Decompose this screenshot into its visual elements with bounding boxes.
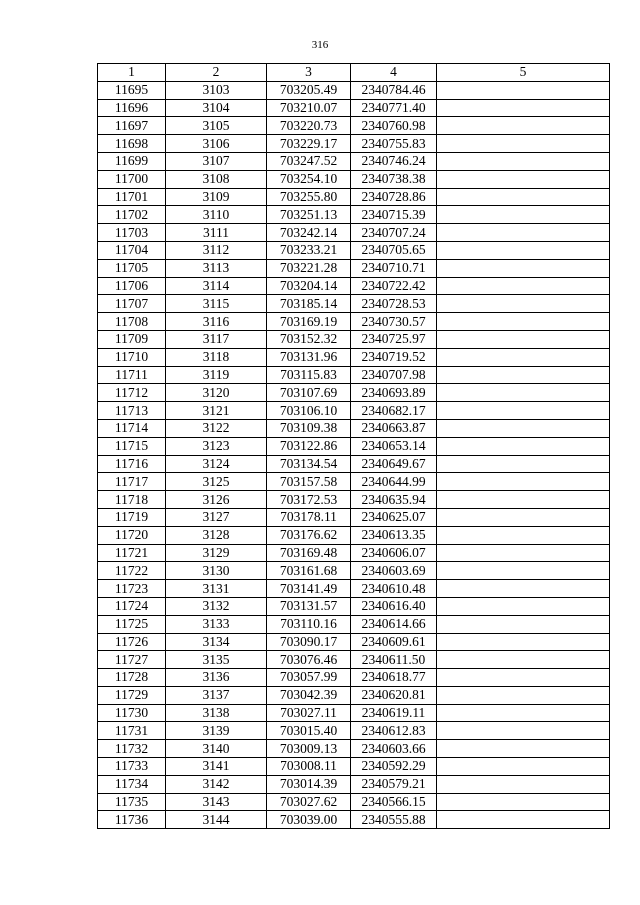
y-coordinate-cell: 2340612.83 bbox=[351, 722, 437, 740]
x-coordinate-cell: 703110.16 bbox=[267, 615, 351, 633]
note-cell bbox=[437, 99, 610, 117]
row-index-cell: 11732 bbox=[98, 740, 166, 758]
table-row bbox=[98, 562, 610, 580]
y-coordinate-cell: 2340728.53 bbox=[351, 295, 437, 313]
y-coordinate-cell: 2340644.99 bbox=[351, 473, 437, 491]
y-coordinate-cell: 2340619.11 bbox=[351, 704, 437, 722]
y-coordinate-cell: 2340616.40 bbox=[351, 597, 437, 615]
note-cell bbox=[437, 241, 610, 259]
point-number-cell: 3134 bbox=[166, 633, 267, 651]
table-row bbox=[98, 580, 610, 598]
point-number-cell: 3138 bbox=[166, 704, 267, 722]
row-index-cell: 11705 bbox=[98, 259, 166, 277]
point-number-cell: 3114 bbox=[166, 277, 267, 295]
table-row bbox=[98, 633, 610, 651]
x-coordinate-cell: 703027.11 bbox=[267, 704, 351, 722]
table-row bbox=[98, 473, 610, 491]
point-number-cell: 3133 bbox=[166, 615, 267, 633]
table-row bbox=[98, 330, 610, 348]
point-number-cell: 3126 bbox=[166, 491, 267, 509]
note-cell bbox=[437, 366, 610, 384]
row-index-cell: 11729 bbox=[98, 686, 166, 704]
y-coordinate-cell: 2340784.46 bbox=[351, 81, 437, 99]
row-index-cell: 11731 bbox=[98, 722, 166, 740]
point-number-cell: 3112 bbox=[166, 241, 267, 259]
y-coordinate-cell: 2340715.39 bbox=[351, 206, 437, 224]
table-row bbox=[98, 277, 610, 295]
x-coordinate-cell: 703157.58 bbox=[267, 473, 351, 491]
table-row bbox=[98, 419, 610, 437]
x-coordinate-cell: 703229.17 bbox=[267, 135, 351, 153]
row-index-cell: 11708 bbox=[98, 313, 166, 331]
y-coordinate-cell: 2340618.77 bbox=[351, 669, 437, 687]
point-number-cell: 3108 bbox=[166, 170, 267, 188]
x-coordinate-cell: 703178.11 bbox=[267, 508, 351, 526]
table-row bbox=[98, 384, 610, 402]
note-cell bbox=[437, 669, 610, 687]
table-row bbox=[98, 99, 610, 117]
note-cell bbox=[437, 455, 610, 473]
note-cell bbox=[437, 758, 610, 776]
y-coordinate-cell: 2340579.21 bbox=[351, 775, 437, 793]
row-index-cell: 11719 bbox=[98, 508, 166, 526]
point-number-cell: 3136 bbox=[166, 669, 267, 687]
y-coordinate-cell: 2340725.97 bbox=[351, 330, 437, 348]
note-cell bbox=[437, 544, 610, 562]
x-coordinate-cell: 703152.32 bbox=[267, 330, 351, 348]
note-cell bbox=[437, 402, 610, 420]
y-coordinate-cell: 2340613.35 bbox=[351, 526, 437, 544]
note-cell bbox=[437, 686, 610, 704]
note-cell bbox=[437, 562, 610, 580]
table-row bbox=[98, 313, 610, 331]
table-row bbox=[98, 402, 610, 420]
y-coordinate-cell: 2340682.17 bbox=[351, 402, 437, 420]
table-row bbox=[98, 455, 610, 473]
table-row bbox=[98, 170, 610, 188]
note-cell bbox=[437, 473, 610, 491]
y-coordinate-cell: 2340610.48 bbox=[351, 580, 437, 598]
y-coordinate-cell: 2340649.67 bbox=[351, 455, 437, 473]
note-cell bbox=[437, 330, 610, 348]
table-row bbox=[98, 615, 610, 633]
y-coordinate-cell: 2340722.42 bbox=[351, 277, 437, 295]
x-coordinate-cell: 703255.80 bbox=[267, 188, 351, 206]
x-coordinate-cell: 703134.54 bbox=[267, 455, 351, 473]
x-coordinate-cell: 703242.14 bbox=[267, 224, 351, 242]
table-row bbox=[98, 295, 610, 313]
y-coordinate-cell: 2340592.29 bbox=[351, 758, 437, 776]
x-coordinate-cell: 703008.11 bbox=[267, 758, 351, 776]
point-number-cell: 3118 bbox=[166, 348, 267, 366]
y-coordinate-cell: 2340566.15 bbox=[351, 793, 437, 811]
point-number-cell: 3103 bbox=[166, 81, 267, 99]
table-row bbox=[98, 224, 610, 242]
y-coordinate-cell: 2340625.07 bbox=[351, 508, 437, 526]
row-index-cell: 11724 bbox=[98, 597, 166, 615]
point-number-cell: 3120 bbox=[166, 384, 267, 402]
note-cell bbox=[437, 615, 610, 633]
y-coordinate-cell: 2340755.83 bbox=[351, 135, 437, 153]
note-cell bbox=[437, 491, 610, 509]
row-index-cell: 11713 bbox=[98, 402, 166, 420]
page-number: 316 bbox=[311, 39, 329, 51]
note-cell bbox=[437, 259, 610, 277]
point-number-cell: 3117 bbox=[166, 330, 267, 348]
y-coordinate-cell: 2340738.38 bbox=[351, 170, 437, 188]
point-number-cell: 3111 bbox=[166, 224, 267, 242]
x-coordinate-cell: 703107.69 bbox=[267, 384, 351, 402]
y-coordinate-cell: 2340653.14 bbox=[351, 437, 437, 455]
note-cell bbox=[437, 348, 610, 366]
row-index-cell: 11710 bbox=[98, 348, 166, 366]
table-row bbox=[98, 508, 610, 526]
note-cell bbox=[437, 277, 610, 295]
note-cell bbox=[437, 437, 610, 455]
table-row bbox=[98, 740, 610, 758]
table-row bbox=[98, 686, 610, 704]
point-number-cell: 3144 bbox=[166, 811, 267, 829]
row-index-cell: 11711 bbox=[98, 366, 166, 384]
point-number-cell: 3121 bbox=[166, 402, 267, 420]
table-row bbox=[98, 188, 610, 206]
point-number-cell: 3141 bbox=[166, 758, 267, 776]
point-number-cell: 3137 bbox=[166, 686, 267, 704]
note-cell bbox=[437, 597, 610, 615]
column-header-1: 1 bbox=[98, 64, 166, 82]
row-index-cell: 11712 bbox=[98, 384, 166, 402]
row-index-cell: 11700 bbox=[98, 170, 166, 188]
row-index-cell: 11733 bbox=[98, 758, 166, 776]
note-cell bbox=[437, 419, 610, 437]
point-number-cell: 3142 bbox=[166, 775, 267, 793]
point-number-cell: 3107 bbox=[166, 152, 267, 170]
row-index-cell: 11703 bbox=[98, 224, 166, 242]
y-coordinate-cell: 2340760.98 bbox=[351, 117, 437, 135]
table-row bbox=[98, 81, 610, 99]
note-cell bbox=[437, 526, 610, 544]
note-cell bbox=[437, 224, 610, 242]
x-coordinate-cell: 703221.28 bbox=[267, 259, 351, 277]
row-index-cell: 11727 bbox=[98, 651, 166, 669]
x-coordinate-cell: 703076.46 bbox=[267, 651, 351, 669]
row-index-cell: 11722 bbox=[98, 562, 166, 580]
x-coordinate-cell: 703042.39 bbox=[267, 686, 351, 704]
x-coordinate-cell: 703233.21 bbox=[267, 241, 351, 259]
note-cell bbox=[437, 651, 610, 669]
y-coordinate-cell: 2340635.94 bbox=[351, 491, 437, 509]
point-number-cell: 3125 bbox=[166, 473, 267, 491]
table-row bbox=[98, 651, 610, 669]
column-header-4: 4 bbox=[351, 64, 437, 82]
point-number-cell: 3116 bbox=[166, 313, 267, 331]
column-header-5: 5 bbox=[437, 64, 610, 82]
x-coordinate-cell: 703204.14 bbox=[267, 277, 351, 295]
point-number-cell: 3105 bbox=[166, 117, 267, 135]
note-cell bbox=[437, 170, 610, 188]
row-index-cell: 11695 bbox=[98, 81, 166, 99]
row-index-cell: 11726 bbox=[98, 633, 166, 651]
x-coordinate-cell: 703015.40 bbox=[267, 722, 351, 740]
point-number-cell: 3129 bbox=[166, 544, 267, 562]
row-index-cell: 11706 bbox=[98, 277, 166, 295]
x-coordinate-cell: 703254.10 bbox=[267, 170, 351, 188]
point-number-cell: 3127 bbox=[166, 508, 267, 526]
point-number-cell: 3128 bbox=[166, 526, 267, 544]
row-index-cell: 11707 bbox=[98, 295, 166, 313]
note-cell bbox=[437, 704, 610, 722]
note-cell bbox=[437, 117, 610, 135]
note-cell bbox=[437, 633, 610, 651]
note-cell bbox=[437, 81, 610, 99]
note-cell bbox=[437, 152, 610, 170]
x-coordinate-cell: 703247.52 bbox=[267, 152, 351, 170]
table-row bbox=[98, 758, 610, 776]
y-coordinate-cell: 2340730.57 bbox=[351, 313, 437, 331]
row-index-cell: 11716 bbox=[98, 455, 166, 473]
y-coordinate-cell: 2340606.07 bbox=[351, 544, 437, 562]
row-index-cell: 11725 bbox=[98, 615, 166, 633]
x-coordinate-cell: 703210.07 bbox=[267, 99, 351, 117]
point-number-cell: 3130 bbox=[166, 562, 267, 580]
x-coordinate-cell: 703251.13 bbox=[267, 206, 351, 224]
table-row bbox=[98, 206, 610, 224]
row-index-cell: 11701 bbox=[98, 188, 166, 206]
x-coordinate-cell: 703185.14 bbox=[267, 295, 351, 313]
point-number-cell: 3122 bbox=[166, 419, 267, 437]
table-row bbox=[98, 597, 610, 615]
row-index-cell: 11730 bbox=[98, 704, 166, 722]
point-number-cell: 3124 bbox=[166, 455, 267, 473]
row-index-cell: 11728 bbox=[98, 669, 166, 687]
note-cell bbox=[437, 206, 610, 224]
table-row bbox=[98, 793, 610, 811]
row-index-cell: 11699 bbox=[98, 152, 166, 170]
point-number-cell: 3109 bbox=[166, 188, 267, 206]
table-header-row bbox=[98, 64, 610, 82]
point-number-cell: 3113 bbox=[166, 259, 267, 277]
x-coordinate-cell: 703131.96 bbox=[267, 348, 351, 366]
x-coordinate-cell: 703131.57 bbox=[267, 597, 351, 615]
x-coordinate-cell: 703141.49 bbox=[267, 580, 351, 598]
table-row bbox=[98, 259, 610, 277]
x-coordinate-cell: 703106.10 bbox=[267, 402, 351, 420]
x-coordinate-cell: 703205.49 bbox=[267, 81, 351, 99]
note-cell bbox=[437, 740, 610, 758]
x-coordinate-cell: 703014.39 bbox=[267, 775, 351, 793]
point-number-cell: 3140 bbox=[166, 740, 267, 758]
row-index-cell: 11698 bbox=[98, 135, 166, 153]
note-cell bbox=[437, 775, 610, 793]
table-row bbox=[98, 669, 610, 687]
table-row bbox=[98, 241, 610, 259]
point-number-cell: 3131 bbox=[166, 580, 267, 598]
y-coordinate-cell: 2340663.87 bbox=[351, 419, 437, 437]
point-number-cell: 3119 bbox=[166, 366, 267, 384]
x-coordinate-cell: 703176.62 bbox=[267, 526, 351, 544]
column-header-3: 3 bbox=[267, 64, 351, 82]
y-coordinate-cell: 2340555.88 bbox=[351, 811, 437, 829]
row-index-cell: 11709 bbox=[98, 330, 166, 348]
x-coordinate-cell: 703039.00 bbox=[267, 811, 351, 829]
row-index-cell: 11734 bbox=[98, 775, 166, 793]
y-coordinate-cell: 2340603.69 bbox=[351, 562, 437, 580]
x-coordinate-cell: 703009.13 bbox=[267, 740, 351, 758]
y-coordinate-cell: 2340705.65 bbox=[351, 241, 437, 259]
row-index-cell: 11723 bbox=[98, 580, 166, 598]
coordinates-table bbox=[97, 63, 610, 829]
table-row bbox=[98, 722, 610, 740]
table-row bbox=[98, 366, 610, 384]
point-number-cell: 3123 bbox=[166, 437, 267, 455]
row-index-cell: 11704 bbox=[98, 241, 166, 259]
row-index-cell: 11717 bbox=[98, 473, 166, 491]
note-cell bbox=[437, 313, 610, 331]
table-row bbox=[98, 526, 610, 544]
table-row bbox=[98, 544, 610, 562]
row-index-cell: 11702 bbox=[98, 206, 166, 224]
row-index-cell: 11697 bbox=[98, 117, 166, 135]
note-cell bbox=[437, 580, 610, 598]
row-index-cell: 11696 bbox=[98, 99, 166, 117]
x-coordinate-cell: 703115.83 bbox=[267, 366, 351, 384]
y-coordinate-cell: 2340771.40 bbox=[351, 99, 437, 117]
table-row bbox=[98, 348, 610, 366]
point-number-cell: 3135 bbox=[166, 651, 267, 669]
y-coordinate-cell: 2340728.86 bbox=[351, 188, 437, 206]
table-row bbox=[98, 811, 610, 829]
x-coordinate-cell: 703172.53 bbox=[267, 491, 351, 509]
y-coordinate-cell: 2340614.66 bbox=[351, 615, 437, 633]
x-coordinate-cell: 703169.19 bbox=[267, 313, 351, 331]
y-coordinate-cell: 2340693.89 bbox=[351, 384, 437, 402]
point-number-cell: 3132 bbox=[166, 597, 267, 615]
point-number-cell: 3110 bbox=[166, 206, 267, 224]
table-row bbox=[98, 135, 610, 153]
y-coordinate-cell: 2340707.98 bbox=[351, 366, 437, 384]
row-index-cell: 11718 bbox=[98, 491, 166, 509]
y-coordinate-cell: 2340611.50 bbox=[351, 651, 437, 669]
note-cell bbox=[437, 793, 610, 811]
y-coordinate-cell: 2340746.24 bbox=[351, 152, 437, 170]
y-coordinate-cell: 2340719.52 bbox=[351, 348, 437, 366]
table-body bbox=[98, 81, 610, 828]
point-number-cell: 3143 bbox=[166, 793, 267, 811]
row-index-cell: 11715 bbox=[98, 437, 166, 455]
x-coordinate-cell: 703122.86 bbox=[267, 437, 351, 455]
x-coordinate-cell: 703109.38 bbox=[267, 419, 351, 437]
x-coordinate-cell: 703057.99 bbox=[267, 669, 351, 687]
point-number-cell: 3115 bbox=[166, 295, 267, 313]
note-cell bbox=[437, 295, 610, 313]
table-row bbox=[98, 775, 610, 793]
row-index-cell: 11736 bbox=[98, 811, 166, 829]
x-coordinate-cell: 703027.62 bbox=[267, 793, 351, 811]
y-coordinate-cell: 2340603.66 bbox=[351, 740, 437, 758]
y-coordinate-cell: 2340707.24 bbox=[351, 224, 437, 242]
note-cell bbox=[437, 384, 610, 402]
note-cell bbox=[437, 722, 610, 740]
table-row bbox=[98, 704, 610, 722]
point-number-cell: 3104 bbox=[166, 99, 267, 117]
note-cell bbox=[437, 188, 610, 206]
note-cell bbox=[437, 811, 610, 829]
row-index-cell: 11721 bbox=[98, 544, 166, 562]
x-coordinate-cell: 703169.48 bbox=[267, 544, 351, 562]
y-coordinate-cell: 2340710.71 bbox=[351, 259, 437, 277]
point-number-cell: 3106 bbox=[166, 135, 267, 153]
note-cell bbox=[437, 135, 610, 153]
y-coordinate-cell: 2340620.81 bbox=[351, 686, 437, 704]
x-coordinate-cell: 703090.17 bbox=[267, 633, 351, 651]
column-header-2: 2 bbox=[166, 64, 267, 82]
table-row bbox=[98, 152, 610, 170]
x-coordinate-cell: 703161.68 bbox=[267, 562, 351, 580]
point-number-cell: 3139 bbox=[166, 722, 267, 740]
y-coordinate-cell: 2340609.61 bbox=[351, 633, 437, 651]
x-coordinate-cell: 703220.73 bbox=[267, 117, 351, 135]
table-row bbox=[98, 491, 610, 509]
row-index-cell: 11714 bbox=[98, 419, 166, 437]
table-row bbox=[98, 437, 610, 455]
row-index-cell: 11735 bbox=[98, 793, 166, 811]
row-index-cell: 11720 bbox=[98, 526, 166, 544]
note-cell bbox=[437, 508, 610, 526]
table-row bbox=[98, 117, 610, 135]
